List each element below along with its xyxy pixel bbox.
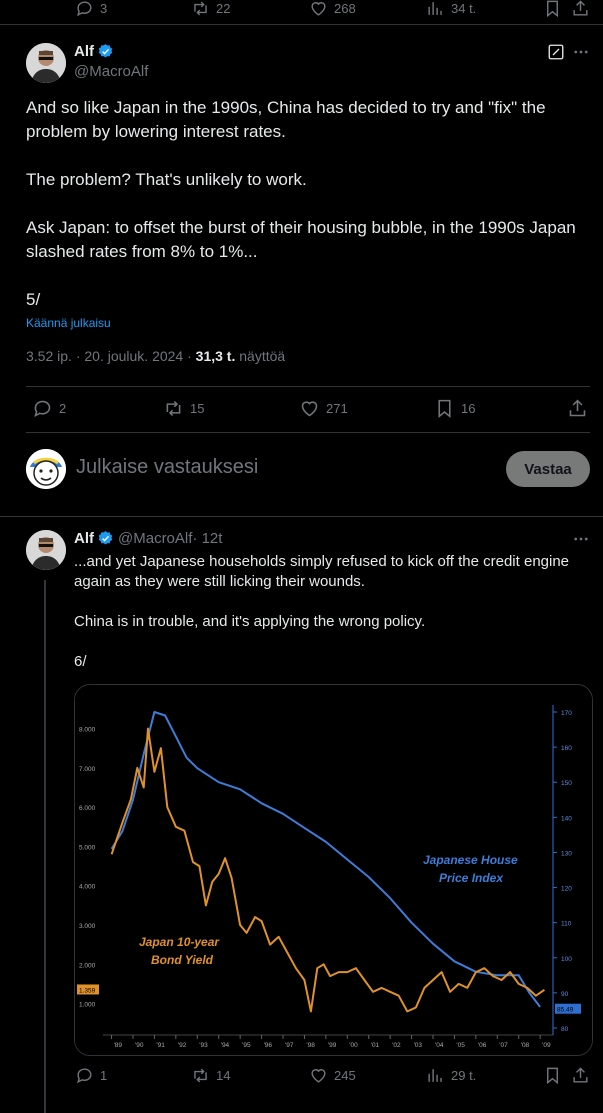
grok-icon[interactable]	[547, 43, 565, 61]
tweet-paragraph: And so like Japan in the 1990s, China has decided to try and "fix" the problem by lowering interest rates.	[26, 98, 546, 141]
y-tick-label-left: 8.000	[79, 726, 96, 734]
divider	[0, 516, 603, 517]
like-count: 271	[326, 401, 348, 416]
share-action[interactable]	[567, 398, 588, 419]
x-tick-label: '93	[199, 1042, 208, 1049]
x-tick-label: '05	[456, 1042, 465, 1049]
y-tick-label-right: 130	[561, 850, 572, 858]
translate-link[interactable]: Käännä julkaisu	[26, 316, 111, 330]
x-tick-label: '06	[477, 1042, 487, 1049]
bookmark-action[interactable]	[543, 0, 562, 18]
reply-count: 3	[100, 1, 108, 16]
avatar[interactable]	[26, 43, 66, 83]
bookmark-action[interactable]	[543, 1066, 562, 1085]
bookmark-count: 16	[461, 401, 476, 416]
y-tick-label-left: 4.000	[79, 883, 96, 891]
views-icon	[426, 0, 445, 18]
y-tick-label-right: 150	[561, 780, 572, 788]
y-tick-label-right: 110	[561, 920, 572, 928]
x-tick-label: '92	[177, 1042, 187, 1049]
share-icon	[571, 0, 590, 18]
x-tick-label: '95	[242, 1042, 251, 1049]
like-count: 268	[334, 1, 356, 16]
bookmark-action[interactable]	[434, 398, 475, 419]
reply-action[interactable]	[75, 0, 107, 18]
x-tick-label: '96	[263, 1042, 273, 1049]
heart-icon	[299, 398, 320, 419]
y-tick-label-right: 100	[561, 955, 572, 963]
y-tick-label-right: 140	[561, 815, 572, 823]
y-tick-label-left: 7.000	[79, 765, 96, 773]
reply-button[interactable]: Vastaa	[506, 451, 590, 487]
y-tick-label-left: 3.000	[79, 923, 96, 930]
author-handle[interactable]: @MacroAlf	[74, 63, 149, 80]
views-label: näyttöä	[235, 348, 286, 364]
avatar-image	[26, 530, 66, 570]
y-tick-label-left: 1.000	[79, 1001, 96, 1009]
x-tick-label: '91	[156, 1042, 165, 1049]
divider	[26, 386, 590, 387]
tweet-paragraph: The problem? That's unlikely to work.	[26, 170, 307, 189]
repost-count: 15	[190, 401, 205, 416]
share-icon	[567, 398, 588, 419]
y-tick-label-right: 160	[561, 745, 572, 753]
bookmark-icon	[543, 0, 562, 18]
views-action[interactable]	[426, 0, 476, 18]
author-name[interactable]: Alf	[74, 43, 94, 60]
x-tick-label: '03	[413, 1042, 423, 1049]
more-icon[interactable]	[572, 43, 590, 61]
like-count: 245	[334, 1068, 356, 1083]
verified-badge-icon	[97, 43, 114, 60]
y-tick-label-right: 120	[561, 885, 572, 893]
share-action[interactable]	[571, 0, 590, 18]
tweet-paragraph: Ask Japan: to offset the burst of their housing bubble, in the 1990s Japan slashed rates from 8% to 1%...	[26, 218, 576, 261]
my-avatar-image	[26, 449, 66, 489]
reply-action[interactable]	[32, 398, 66, 419]
like-action[interactable]	[309, 0, 356, 18]
divider	[26, 432, 590, 433]
tweet-meta	[26, 348, 285, 364]
reply-count: 2	[59, 401, 67, 416]
x-tick-label: '07	[499, 1042, 508, 1049]
bookmark-icon	[434, 398, 455, 419]
y-tick-label-left: 6.000	[79, 805, 96, 813]
thread-line	[44, 580, 46, 1113]
reply-count: 1	[100, 1068, 108, 1083]
repost-icon	[163, 398, 184, 419]
views-action[interactable]	[426, 1066, 476, 1085]
x-tick-label: '97	[285, 1042, 294, 1049]
my-avatar[interactable]	[26, 449, 66, 489]
chart-annotation: Price Index	[439, 871, 504, 885]
avatar[interactable]	[26, 530, 66, 570]
repost-count: 22	[216, 1, 231, 16]
y-tick-label-right: 170	[561, 710, 572, 718]
tweet-paragraph: 5/	[26, 290, 41, 309]
x-tick-label: '02	[392, 1042, 401, 1049]
chart-annotation: Japan 10-year	[139, 935, 220, 949]
right-marker-label: 85.49	[557, 1006, 574, 1014]
bookmark-icon	[543, 1066, 562, 1085]
avatar-image	[26, 43, 66, 83]
tweet-paragraph: China is in trouble, and it's applying the wrong policy.	[74, 613, 426, 630]
author-handle[interactable]: @MacroAlf	[118, 530, 193, 547]
left-marker-label: 1.359	[79, 987, 96, 995]
y-tick-label-left: 2.000	[79, 962, 96, 970]
repost-count: 14	[216, 1068, 231, 1083]
author-name[interactable]: Alf	[74, 530, 94, 547]
x-tick-label: '04	[435, 1042, 444, 1049]
repost-action[interactable]	[163, 398, 204, 419]
tweet-timestamp[interactable]: · 12t	[192, 530, 223, 547]
share-action[interactable]	[571, 1066, 590, 1085]
x-tick-label: '89	[113, 1042, 123, 1049]
share-icon	[571, 1066, 590, 1085]
repost-icon	[191, 0, 210, 18]
y-tick-label-right: 80	[561, 1025, 569, 1033]
tweet-text	[74, 552, 594, 672]
x-tick-label: '90	[135, 1042, 144, 1049]
x-tick-label: '99	[327, 1042, 337, 1049]
chart-annotation: Japanese House	[423, 853, 518, 867]
reply-icon	[75, 0, 94, 18]
reply-icon	[32, 398, 53, 419]
tweet-text	[26, 96, 586, 312]
tweet-paragraph: 6/	[74, 653, 87, 670]
views-count-bold: 31,3 t.	[195, 348, 236, 364]
like-action[interactable]	[309, 1066, 356, 1085]
x-tick-label: '00	[349, 1042, 358, 1049]
repost-action[interactable]	[191, 0, 230, 18]
like-action[interactable]	[299, 398, 348, 419]
x-tick-label: '09	[542, 1042, 551, 1049]
verified-badge-icon	[97, 530, 114, 547]
divider	[0, 24, 603, 25]
y-tick-label-right: 90	[561, 990, 569, 998]
reply-action[interactable]	[75, 1066, 107, 1085]
repost-action[interactable]	[191, 1066, 230, 1085]
more-icon[interactable]	[572, 530, 590, 548]
x-tick-label: '01	[370, 1042, 380, 1049]
views-count: 34 t.	[451, 1, 477, 16]
x-tick-label: '08	[520, 1042, 530, 1049]
heart-icon	[309, 1066, 328, 1085]
heart-icon	[309, 0, 328, 18]
chart-svg	[75, 685, 592, 1055]
views-count: 29 t.	[451, 1068, 477, 1083]
repost-icon	[191, 1066, 210, 1085]
chart-image[interactable]	[74, 684, 593, 1056]
tweet-paragraph: ...and yet Japanese households simply refused to kick off the credit engine again as they were still licking their wounds.	[74, 553, 570, 590]
x-tick-label: '98	[306, 1042, 315, 1049]
y-tick-label-left: 5.000	[79, 844, 96, 852]
reply-icon	[75, 1066, 94, 1085]
views-icon	[426, 1066, 445, 1085]
x-tick-label: '94	[220, 1042, 230, 1049]
chart-annotation: Bond Yield	[151, 953, 214, 967]
reply-input[interactable]: Julkaise vastauksesi	[76, 456, 259, 478]
tweet-timestamp[interactable]: 3.52 ip. · 20. jouluk. 2024 ·	[26, 348, 196, 364]
